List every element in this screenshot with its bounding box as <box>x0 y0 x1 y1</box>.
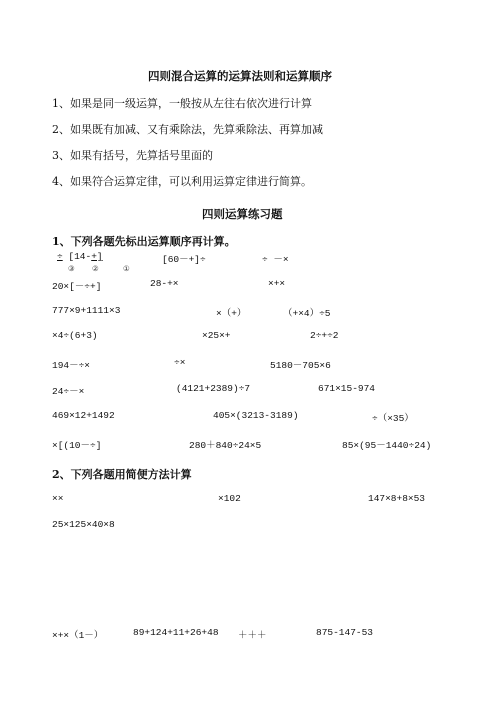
simplify-2-1: 25×125×40×8 <box>52 519 115 530</box>
problem-5-1: 194－÷× <box>52 360 91 371</box>
practice-title: 四则运算练习题 <box>202 207 283 221</box>
page-title: 四则混合运算的运算法则和运算顺序 <box>148 69 332 83</box>
problem-8-3: 85×(95－1440÷24) <box>342 440 432 451</box>
rule-2: 2、如果既有加减、又有乘除法，先算乘除法、再算加减 <box>52 123 323 136</box>
problem-8-1: ×[(10－÷] <box>52 440 102 451</box>
section-2-heading: 2、下列各题用简便方法计算 <box>52 468 192 481</box>
problem-7-3: ÷（×35） <box>372 413 414 424</box>
problem-2-1: 20×[－÷+] <box>52 281 102 292</box>
example-part-1: ÷ <box>57 251 63 262</box>
simplify-3-2: 89+124+11+26+48 <box>133 627 219 638</box>
problem-2-2: 28-+× <box>150 278 179 289</box>
simplify-1-3: 147×8+8×53 <box>368 493 426 504</box>
simplify-3-3: ＋＋＋ <box>238 630 267 641</box>
problem-4-3: 2÷+÷2 <box>310 330 339 341</box>
rule-4: 4、如果符合运算定律，可以利用运算定律进行简算。 <box>52 175 312 188</box>
rule-3: 3、如果有括号，先算括号里面的 <box>52 149 213 162</box>
problem-1-2: ÷ －× <box>262 254 289 265</box>
rule-1: 1、如果是同一级运算，一般按从左往右依次进行计算 <box>52 97 312 110</box>
simplify-1-2: ×102 <box>218 493 241 504</box>
simplify-3-4: 875-147-53 <box>316 627 374 638</box>
simplify-1-1: ×× <box>52 493 64 504</box>
problem-2-3: ×+× <box>268 278 286 289</box>
problem-8-2: 280＋840÷24×5 <box>189 440 262 451</box>
problem-4-2: ×25×+ <box>202 330 231 341</box>
example-expression <box>57 251 103 262</box>
section-1-heading: 1、下列各题先标出运算顺序再计算。 <box>52 235 236 248</box>
example-part-2: [14- <box>68 251 92 262</box>
problem-4-1: ×4÷(6+3) <box>52 330 98 341</box>
example-part-3: +] <box>91 251 103 262</box>
problem-5-3: 5180－705×6 <box>270 360 331 371</box>
order-mark-3: ③ <box>68 264 75 273</box>
problem-7-1: 469×12+1492 <box>52 410 115 421</box>
problem-3-2: ×（+） <box>216 308 247 319</box>
order-mark-2: ② <box>92 264 99 273</box>
problem-1-1: [60－+]÷ <box>162 254 206 265</box>
problem-6-2: (4121+2389)÷7 <box>176 383 251 394</box>
problem-3-1: 777×9+1111×3 <box>52 305 121 316</box>
simplify-3-1: ×+×（1－） <box>52 630 104 641</box>
problem-6-3: 671×15-974 <box>318 383 376 394</box>
problem-6-1: 24÷－× <box>52 386 85 397</box>
problem-7-2: 405×(3213-3189) <box>213 410 299 421</box>
problem-5-2: ÷× <box>174 357 186 368</box>
order-mark-1: ① <box>123 264 130 273</box>
problem-3-3: （+×4）÷5 <box>283 308 331 319</box>
